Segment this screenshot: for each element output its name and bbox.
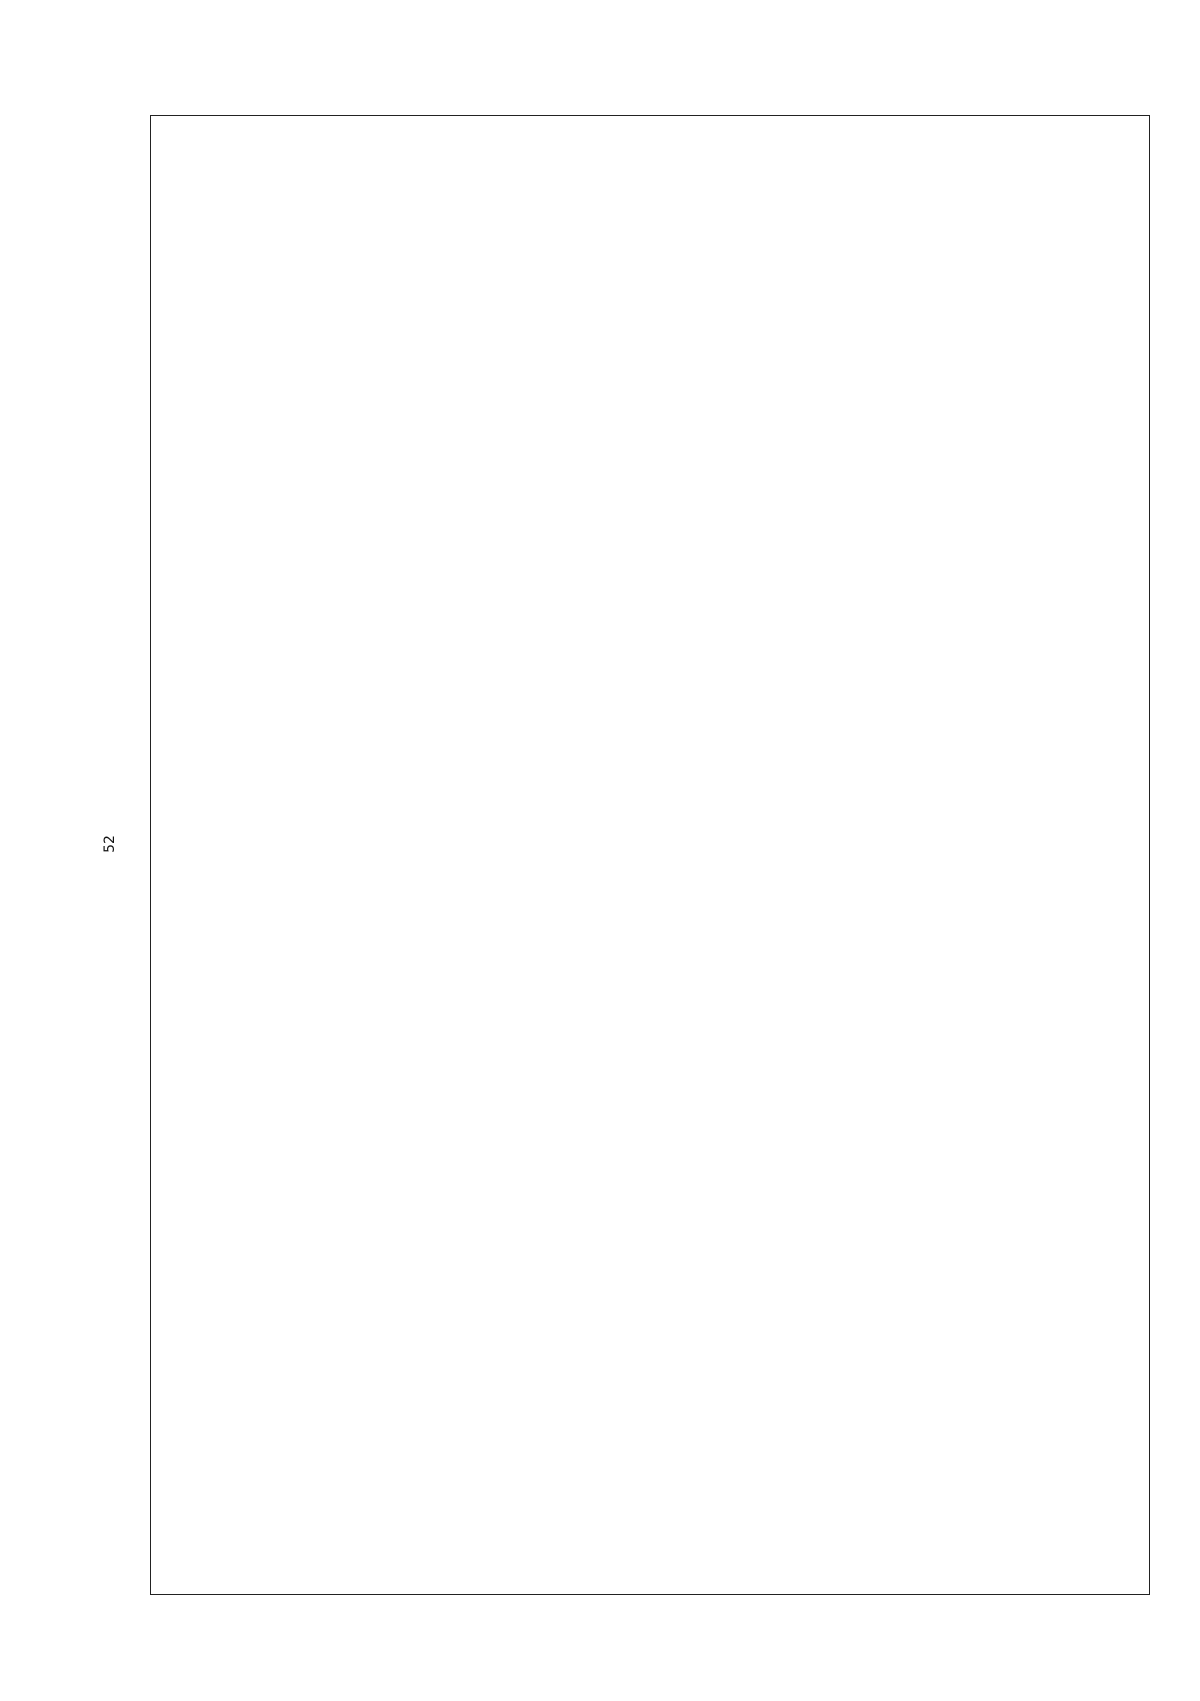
page-number: 52 (102, 835, 118, 853)
scanned-table-sheet (150, 115, 1150, 1595)
